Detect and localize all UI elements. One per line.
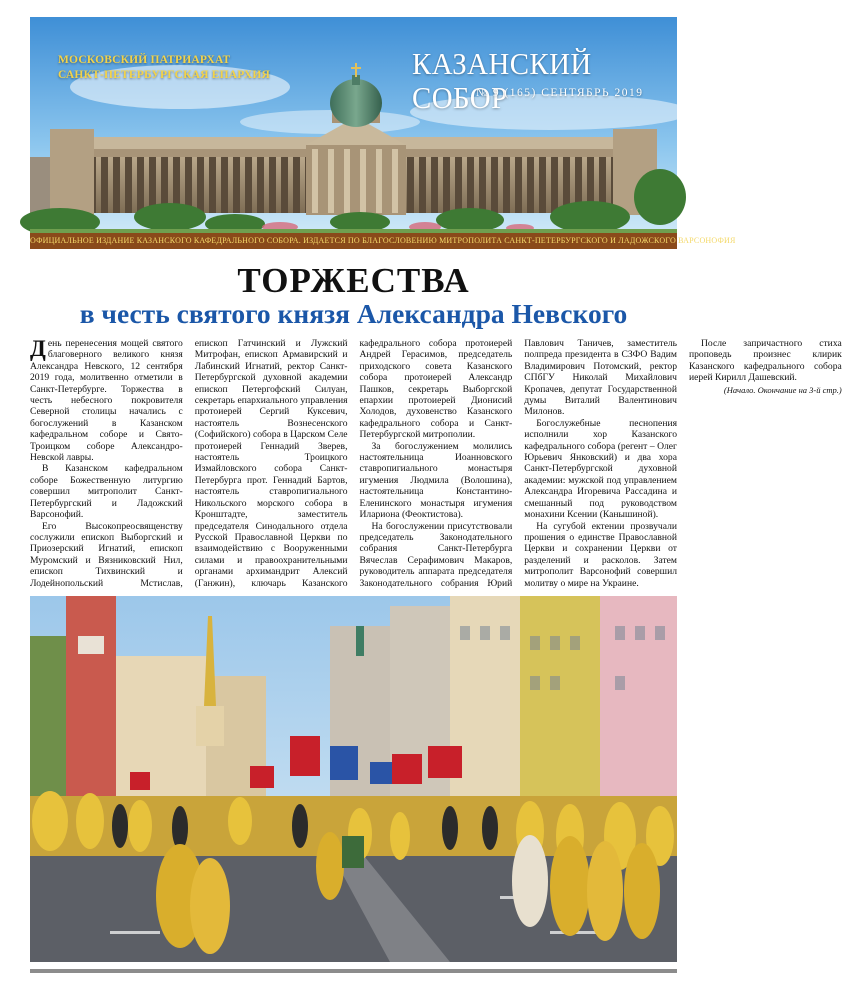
patriarchate-label xyxy=(58,53,270,83)
newspaper-title: КАЗАНСКИЙ СОБОР xyxy=(412,46,592,115)
article-paragraph-5: На богослужении присутствовали председатель Законодательного собрания Санкт-Петербурга Вячеслав Серафимович Макаров, руководитель аппарата председателя Законодательного собрания Юрий Павлович Таничев, заместитель полпреда президента в СЗФО Вадим Владимирович Потомский, ректор СПбГУ Николай Михайлович Кропачев, депутат Государственной думы Виталий Валентинович Милонов. xyxy=(359,338,677,589)
article-paragraph-1-text: ень перенесения мощей святого благоверного великого князя Александра Невского, 12 сентября 2019 года, молитвенно отметили в Санкт-Петербурге. Торжества в честь небесного покровителя Северной столицы начались с богослужений в Казанском кафедральном соборе и Свято-Троицком соборе Александро-Невской лавры. xyxy=(30,338,183,464)
masthead xyxy=(30,17,736,249)
headline-main: ТОРЖЕСТВА xyxy=(237,261,470,300)
continued-note: (Начало. Окончание на 3-й стр.) xyxy=(723,384,842,395)
article-paragraph-8: После запричастного стиха проповедь произнес клирик Казанского кафедрального собора иерей Кирилл Дашевский. xyxy=(689,338,842,384)
article-paragraph-3: Его Высокопреосвященству сослужили епископ Выборгский и Приозерский Игнатий, епископ Муромский и Вязниковский Нил, епископ Тихвинский и Лодейнопольский Мстислав, епископ Гатчинский и Лужский Митрофан, епископ Армавирский и Лабинский Игнатий, ректор Санкт-Петербургской духовной академии епископ Петергофский Силуан, секретарь епархиального управления протоиерей Сергий Куксевич, настоятель Вознесенского (Софийского) собора в Царском Селе протоиерей Геннадий Зверев, настоятель Троицкого Измайловского собора Санкт-Петербурга прот. Геннадий Бартов, настоятель ставропигиального Никольского морского собора в Кронштадте, заместитель председателя Синодального отдела Русской Православной Церкви по взаимодействию с Вооруженными силами и правоохранительными органами архимандрит Алексий (Ганжин), ключарь Казанского кафедрального собора протоиерей Андрей Герасимов, председатель приходского совета Казанского собора протоиерей Александр Пашков, секретарь Выборгской епархии протоиерей Дионисий Холодов, духовенство Казанского кафедрального собора и Санкт-Петербургской митрополии. xyxy=(30,338,513,589)
headline-sub: в честь святого князя Александра Невского xyxy=(79,298,628,329)
publication-tagline: ОФИЦИАЛЬНОЕ ИЗДАНИЕ КАЗАНСКОГО КАФЕДРАЛЬНОГО СОБОРА. ИЗДАЕТСЯ ПО БЛАГОСЛОВЕНИЮ МИТРОПОЛИТА САНКТ-ПЕТЕРБУРГСКОГО И ЛАДОЖСКОГО ВАРСОНОФИЯ xyxy=(30,233,677,249)
article-paragraph-7: На сугубой ектении прозвучали прошения о единстве Православной Церкви и сохранении Церкви от разделений и расколов. Затем митрополит Варсонофий совершил молитву о мире на Украине. xyxy=(524,520,677,589)
patriarchate-line-1: МОСКОВСКИЙ ПАТРИАРХАТ xyxy=(58,54,231,66)
article-body xyxy=(30,336,842,589)
article-paragraph-1 xyxy=(30,338,183,463)
drop-cap: Д xyxy=(30,336,46,361)
article-paragraph-2: В Казанском кафедральном соборе Божественную литургию совершил митрополит Санкт-Петербургский и Ладожский Варсонофий. xyxy=(30,463,183,521)
article-paragraph-4: За богослужением молились настоятельница Иоанновского ставропигиального монастыря игумения Людмила (Волошина), настоятельница Константино-Еленинского монастыря игумения Илариона (Феоктистова). xyxy=(359,440,513,521)
article-paragraph-6: Богослужебные песнопения исполнили хор Казанского кафедрального собора (регент – Олег Юрьевич Янковский) и два хора Санкт-Петербургской духовной академии: мужской под управлением Александра Игоревича Рассадина и смешанный под руководством монахини Ксении (Канышиной). xyxy=(524,417,677,521)
footer-rule xyxy=(30,969,677,973)
patriarchate-line-2: САНКТ-ПЕТЕРБУРГСКАЯ ЕПАРХИЯ xyxy=(58,69,271,81)
procession-scene xyxy=(30,596,677,962)
procession-photo xyxy=(30,596,677,962)
issue-number: № 9 (165) СЕНТЯБРЬ 2019 xyxy=(476,87,644,99)
